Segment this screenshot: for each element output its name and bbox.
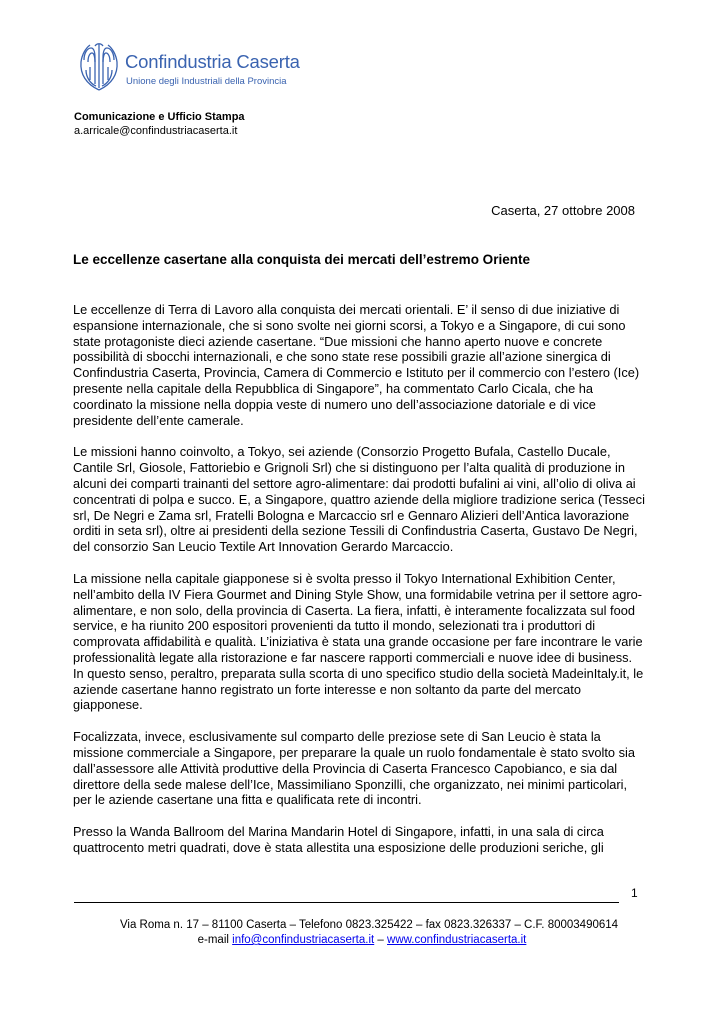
date-line: Caserta, 27 ottobre 2008 (491, 203, 635, 218)
article-body (73, 302, 645, 872)
footer-contacts (0, 933, 724, 948)
paragraph: Le eccellenze di Terra di Lavoro alla conquista dei mercati orientali. E’ il senso di due iniziative di espansione internazionale, che si sono svolte nei giorni scorsi, a Tokyo e a Singapore, di cui sono state protagoniste dieci aziende casertane. “Due missioni che hanno aperto nuove e concrete possibilità di sbocchi internazionali, e che sono state rese possibili grazie all’azione sinergica di Confindustria Caserta, Provincia, Camera di Commercio e Istituto per il commercio con l’estero (Ice) presente nella capitale della Repubblica di Singapore”, ha commentato Carlo Cicala, che ha coordinato la missione nella doppia veste di numero uno dell’associazione datoriale e di vice presidente dell’ente camerale. (73, 302, 640, 428)
press-office-title: Comunicazione e Ufficio Stampa (74, 111, 245, 123)
logo-tagline: Unione degli Industriali della Provincia (126, 76, 287, 87)
paragraph: La missione nella capitale giapponese si è svolta presso il Tokyo International Exhibition Center, nell’ambito della IV Fiera Gourmet and Dining Style Show, una formidabile vetrina per il settore agro-alimentare, e non solo, della provincia di Caserta. La fiera, infatti, è interamente focalizzata sul food service, e ha riunito 200 espositori provenienti da tutto il mondo, selezionati tra i produttori di comprovata affidabilità e qualità. L’iniziativa è stata una grande occasione per fare incontrare le varie professionalità legate alla ristorazione e far nascere rapporti commerciali e nuove idee di business. In questo senso, peraltro, preparata sulla scorta di uno specifico studio della società MadeinItaly.it, le aziende casertane hanno registrato un forte interesse e non soltanto da parte del mercato giapponese. (73, 570, 644, 713)
paragraph: Le missioni hanno coinvolto, a Tokyo, sei aziende (Consorzio Progetto Bufala, Castello Ducale, Cantile Srl, Giosole, Fattoriebio e Grignoli Srl) che si distinguono per l’alta qualità di produzione in alcuni dei comparti trainanti del settore agro-alimentare: dai prodotti bufalini ai vini, all’olio di oliva ai concentrati di polpa e succo. E, a Singapore, quattro aziende della migliore tradizione serica (Tesseci srl, De Negri e Zama srl, Fratelli Bologna e Marcaccio srl e Gennaro Alizieri dell’Antica lavorazione orditi in seta srl), oltre ai presidenti della sezione Tessili di Confindustria Caserta, Gustavo De Negri, del consorzio San Leucio Textile Art Innovation Gerardo Marcaccio. (73, 444, 645, 555)
footer-website-link[interactable]: www.confindustriacaserta.it (387, 934, 527, 946)
confindustria-logo (76, 40, 316, 96)
footer-email-link[interactable]: info@confindustriacaserta.it (232, 934, 375, 946)
confindustria-logo-icon (76, 40, 122, 92)
footer-separator: – (374, 934, 388, 946)
footer-address: Via Roma n. 17 – 81100 Caserta – Telefono 0823.325422 – fax 0823.326337 – C.F. 80003490614 (119, 919, 619, 931)
footer-email-prefix: e-mail (197, 934, 233, 946)
press-office-email: a.arricale@confindustriacaserta.it (74, 125, 238, 137)
footer-divider (74, 902, 619, 903)
press-office-block (74, 110, 245, 138)
logo-name: Confindustria Caserta (125, 51, 300, 72)
page-number: 1 (631, 886, 638, 900)
article-title: Le eccellenze casertane alla conquista dei mercati dell’estremo Oriente (73, 252, 530, 267)
paragraph: Focalizzata, invece, esclusivamente sul comparto delle preziose sete di San Leucio è stata la missione commerciale a Singapore, per preparare la quale un ruolo fondamentale è stato svolto sia dall’assessore alle Attività produttive della Provincia di Caserta Francesco Capobianco, e sia dal direttore della sede malese dell’Ice, Massimiliano Sponzilli, che organizzato, nei minimi particolari, per le aziende casertane una fitta e qualificata rete di incontri. (73, 729, 635, 808)
footer (0, 918, 724, 948)
paragraph: Presso la Wanda Ballroom del Marina Mandarin Hotel di Singapore, infatti, in una sala di circa quattrocento metri quadrati, dove è stata allestita una esposizione delle produzioni seriche, gli (73, 824, 604, 855)
